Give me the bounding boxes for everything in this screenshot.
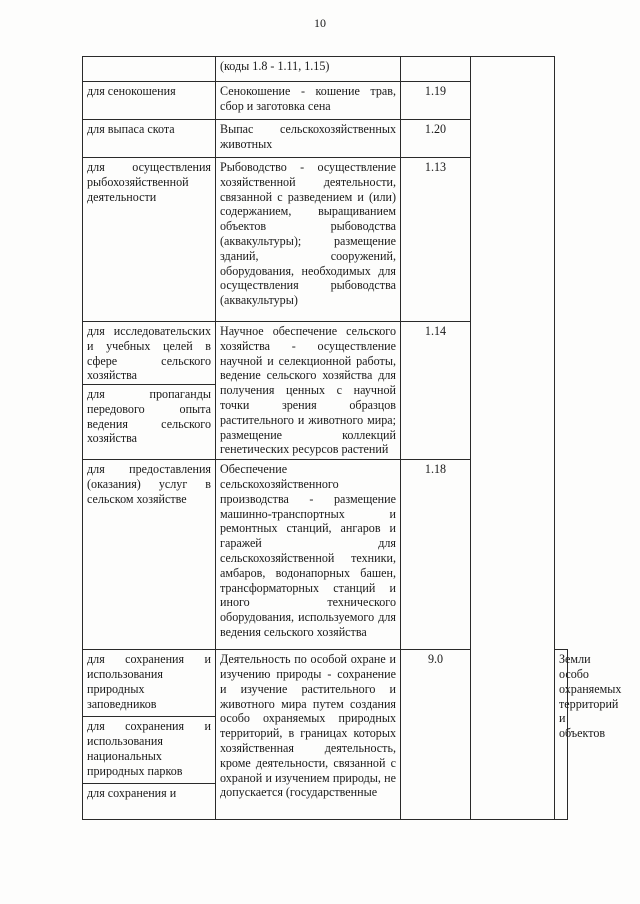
description-cell — [216, 322, 401, 460]
use-type-text: для предоставления (оказания) услуг в сельском хозяйстве — [87, 462, 211, 506]
description-text: (коды 1.8 - 1.11, 1.15) — [220, 59, 330, 73]
description-text: Обеспечение сельскохозяйственного производства - размещение машинно-транспортных и ремонтных станций, ангаров и гаражей для сельскохозяйственной техники, амбаров, водонапорных башен, трансформаторных станций и иного технического оборудования, используемого для ведения сельского хозяйства — [220, 462, 396, 639]
use-type-text: для выпаса скота — [87, 122, 175, 136]
code-cell — [401, 158, 471, 322]
table-row — [83, 57, 568, 82]
code-text: 1.20 — [424, 122, 447, 136]
use-type-text: для сохранения и — [87, 786, 177, 801]
code-cell — [401, 322, 471, 460]
name-cell — [83, 82, 216, 120]
code-cell — [401, 82, 471, 120]
name-cell — [83, 158, 216, 322]
name-cell — [83, 120, 216, 158]
description-text: Выпас сельскохозяйственных животных — [220, 122, 396, 151]
code-text: 1.19 — [424, 84, 447, 98]
use-type-text: для сохранения и использования природных заповедников — [87, 652, 211, 711]
code-cell — [401, 120, 471, 158]
name-cell — [83, 57, 216, 82]
code-text: 1.18 — [424, 462, 447, 477]
code-text: 1.13 — [424, 160, 447, 174]
code-text: 9.0 — [427, 652, 444, 667]
code-cell — [401, 650, 471, 820]
name-cell — [83, 650, 216, 820]
description-cell — [216, 57, 401, 82]
description-cell — [216, 460, 401, 650]
use-type-text: для сохранения и использования национальных природных парков — [87, 719, 211, 778]
description-cell — [216, 650, 401, 820]
zone-cell — [555, 650, 622, 820]
name-cell — [83, 322, 216, 460]
use-type-text: для пропаганды передового опыта ведения сельского хозяйства — [87, 387, 211, 446]
description-cell — [216, 158, 401, 322]
land-use-table — [82, 56, 622, 820]
code-text: 1.14 — [424, 324, 447, 338]
page-number: 10 — [314, 16, 326, 30]
description-text: Деятельность по особой охране и изучению природы - сохранение и изучение растительного и животного мира путем создания особо охраняемых природных территорий, в границах которых хозяйственная деятельность, кроме деятельности, связанной с охраной и изучением природы, не допускается (государственные — [220, 652, 396, 800]
name-cell — [83, 460, 216, 650]
use-type-text: для осуществления рыбохозяйственной деятельности — [87, 160, 211, 204]
zone-cell — [471, 57, 555, 820]
code-cell — [401, 57, 471, 82]
code-cell — [401, 460, 471, 650]
description-text: Рыбоводство - осуществление хозяйственной деятельности, связанной с разведением и (или) содержанием, выращиванием объектов рыбоводства (аквакультуры); размещение зданий, сооружений, оборудования, необходимых для осуществления рыбоводства (аквакультуры) — [220, 160, 396, 308]
use-type-text: для сенокошения — [87, 84, 176, 98]
description-text: Сенокошение - кошение трав, сбор и заготовка сена — [220, 84, 396, 113]
description-cell — [216, 82, 401, 120]
description-cell — [216, 120, 401, 158]
use-type-text: для исследовательских и учебных целей в сфере сельского хозяйства — [87, 324, 211, 383]
zone-text: Земли особо охраняемых территорий и объектов — [559, 652, 622, 741]
description-text: Научное обеспечение сельского хозяйства - осуществление научной и селекционной работы, ведение сельского хозяйства для получения ценных с научной точки зрения образцов растительного и животного мира; размещение коллекций генетических ресурсов растений — [220, 324, 396, 457]
